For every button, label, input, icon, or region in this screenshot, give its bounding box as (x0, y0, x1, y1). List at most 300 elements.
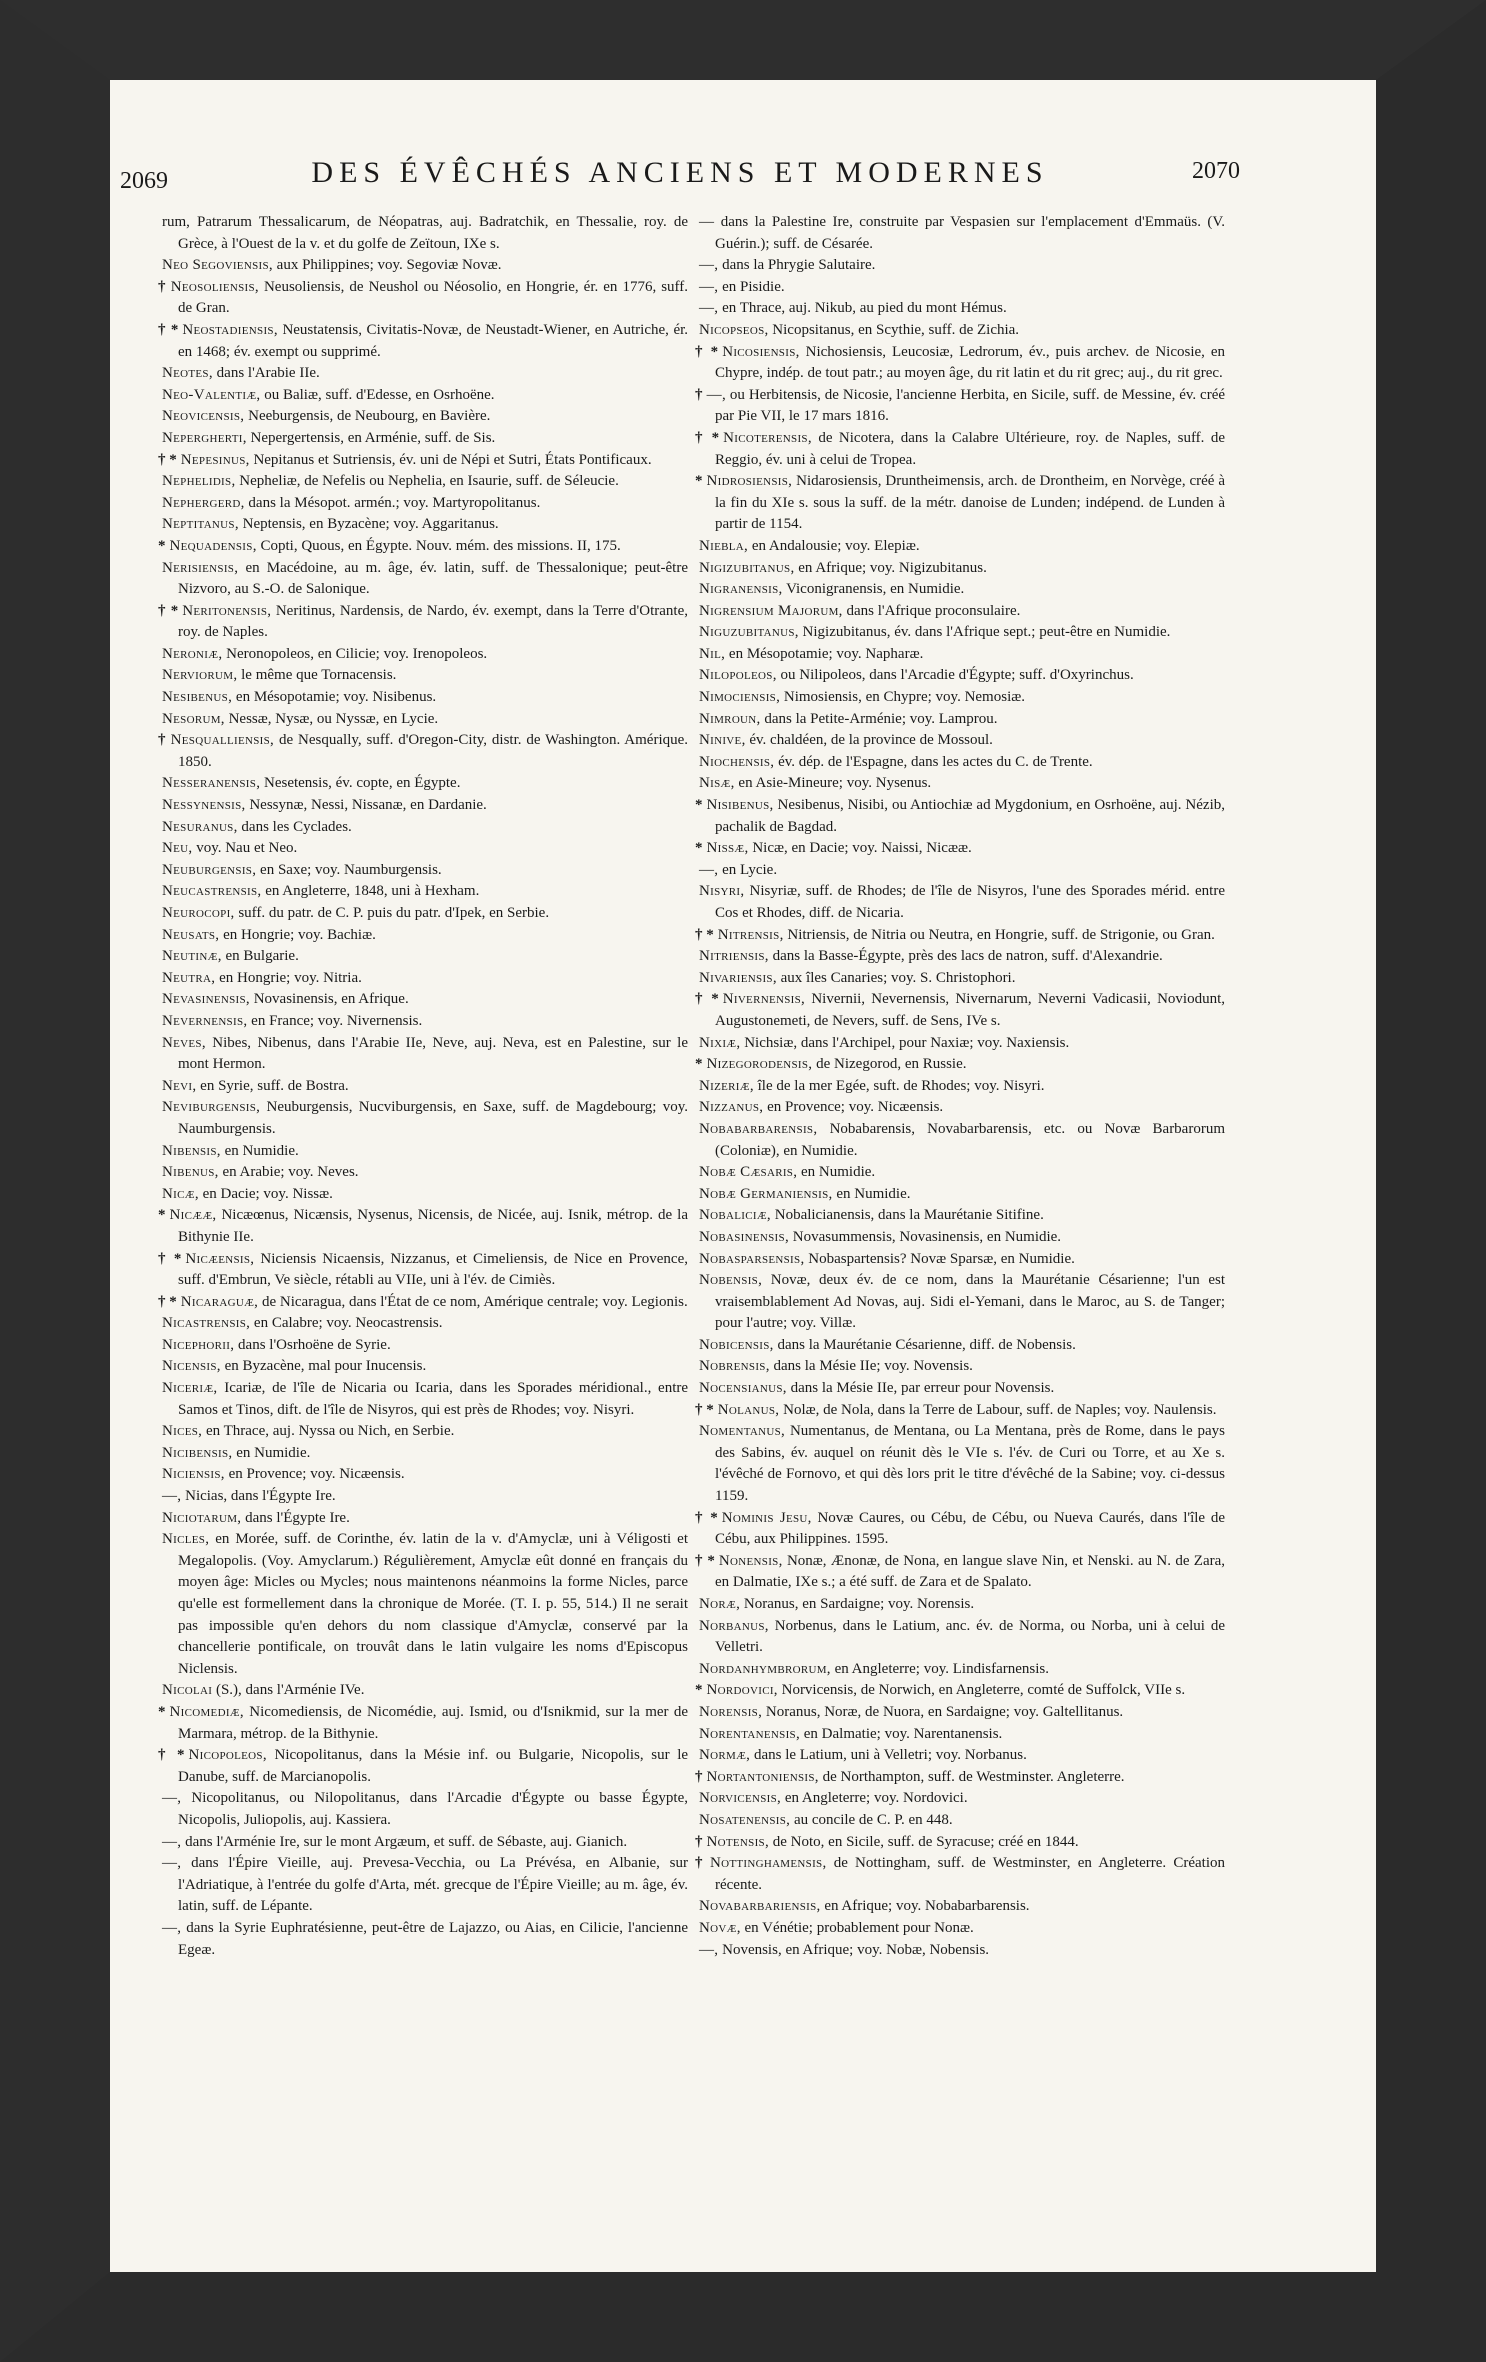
entry-text: (S.), dans l'Arménie IVe. (215, 1682, 365, 1699)
entry-mark: * (158, 537, 166, 554)
entry-mark: † (695, 1855, 706, 1872)
dictionary-entry (695, 773, 1225, 795)
dictionary-entry (158, 1313, 688, 1335)
entry-text: en Numidie. (224, 1142, 299, 1159)
entry-headword: Neosoliensis, (170, 278, 259, 295)
entry-text: Nesetensis, év. copte, en Égypte. (264, 775, 461, 792)
entry-headword: —, (706, 386, 727, 403)
entry-headword: —, (162, 1855, 182, 1872)
dictionary-entry (695, 1594, 1225, 1616)
entry-text: Copti, Quous, en Égypte. Nouv. mém. des missions. II, 175. (260, 537, 621, 554)
dictionary-entry (158, 665, 688, 687)
entry-headword: Nevi, (162, 1077, 197, 1094)
dictionary-entry (158, 450, 688, 472)
entry-headword: Nibenus, (162, 1164, 219, 1181)
dictionary-entry (158, 946, 688, 968)
entry-text: dans la Maurétanie Césarienne, diff. de Nobensis. (777, 1336, 1076, 1353)
dictionary-entry (695, 212, 1225, 255)
entry-headword: — (699, 214, 715, 230)
entry-headword: —, (162, 1488, 182, 1505)
entry-text: Niciensis Nicaensis, Nizzanus, et Cimeliensis, de Nice en Provence, suff. d'Embrun, Ve siècle, rétabli au VIIe, uni à l'év. de Cimiès. (178, 1250, 689, 1289)
entry-text: Nepitanus et Sutriensis, év. uni de Népi et Sutri, États Pontificaux. (253, 451, 652, 468)
entry-headword: Neo Segoviensis, (162, 257, 273, 274)
entry-text: en Vénétie; probablement pour Nonæ. (744, 1919, 974, 1936)
dictionary-entry (695, 622, 1225, 644)
entry-headword: Nixiæ, (699, 1034, 741, 1051)
entry-mark: † (158, 278, 167, 295)
page-header (120, 150, 1240, 194)
entry-headword: Nonensis, (718, 1552, 783, 1569)
entry-text: en Calabre; voy. Neocastrensis. (253, 1315, 443, 1332)
entry-text: Nicias, dans l'Égypte Ire. (185, 1488, 336, 1505)
entry-headword: Neovicensis, (162, 408, 245, 425)
entry-text: en Thrace, auj. Nikub, au pied du mont Hémus. (722, 300, 1007, 317)
dictionary-entry (158, 989, 688, 1011)
entry-text: Nichosiensis, Leucosiæ, Ledrorum, év., puis archev. de Nicosie, en Chypre, indép. de tout patr.; au moyen âge, du rit latin et du rit grec; auj., du rit grec. (715, 343, 1226, 382)
entry-headword: Niciensis, (162, 1466, 225, 1483)
entry-mark: † * (695, 1552, 715, 1569)
dictionary-entry (158, 277, 688, 320)
entry-text: Nessæ, Nysæ, ou Nyssæ, en Lycie. (228, 710, 439, 727)
dictionary-entry (158, 773, 688, 795)
dictionary-entry (158, 1832, 688, 1854)
entry-text: Nolæ, de Nola, dans la Terre de Labour, suff. de Naples; voy. Naulensis. (783, 1401, 1217, 1418)
entry-headword: Nices, (162, 1423, 203, 1440)
entry-text: Nichsiæ, dans l'Archipel, pour Naxiæ; voy. Naxiensis. (744, 1034, 1070, 1051)
dictionary-entry (695, 1659, 1225, 1681)
dictionary-entry (695, 752, 1225, 774)
entry-headword: Niochensis, (699, 753, 775, 770)
dictionary-entry (695, 1270, 1225, 1335)
entry-headword: Nephergerd, (162, 494, 245, 511)
dictionary-entry (695, 1832, 1225, 1854)
entry-text: en Angleterre, 1848, uni à Hexham. (265, 883, 480, 900)
entry-mark: * (158, 1703, 166, 1720)
entry-text: en France; voy. Nivernensis. (251, 1012, 423, 1029)
entry-text: Neptensis, en Byzacène; voy. Aggaritanus. (242, 516, 499, 533)
entry-text: Norbenus, dans le Latium, anc. év. de Norma, ou Norba, uni à celui de Velletri. (715, 1617, 1225, 1656)
dictionary-entry (158, 1918, 688, 1961)
entry-mark: † * (695, 926, 714, 943)
entry-headword: Notensis, (706, 1833, 770, 1850)
entry-text: Novasummensis, Novasinensis, en Numidie. (792, 1228, 1062, 1245)
entry-headword: Nil, (699, 645, 726, 662)
dictionary-entry (695, 428, 1225, 471)
entry-headword: Nicæ, (162, 1185, 199, 1202)
entry-headword: Neo-Valentiæ, (162, 386, 261, 403)
dictionary-entry (158, 1033, 688, 1076)
entry-text: Viconigranensis, en Numidie. (786, 581, 965, 598)
entry-text: Nicopolitanus, ou Nilopolitanus, dans l'Arcadie d'Égypte ou basse Égypte, Nicopolis, Juliopolis, auj. Kassiera. (178, 1790, 689, 1828)
entry-headword: Norensis, (699, 1703, 763, 1720)
entry-text: Neusoliensis, de Neushol ou Néosolio, en Hongrie, ér. en 1776, suff. de Gran. (178, 278, 689, 317)
entry-mark: † * (695, 991, 719, 1008)
entry-headword: Nimroun, (699, 710, 761, 727)
entry-headword: Nomentanus, (699, 1423, 786, 1440)
entry-mark: † * (158, 321, 179, 338)
entry-text: en Dalmatie; voy. Narentanensis. (803, 1725, 1003, 1742)
entry-headword: Nobrensis, (699, 1358, 770, 1375)
entry-headword: Nortantoniensis, (706, 1768, 819, 1785)
entry-headword: —, (162, 1790, 182, 1807)
dictionary-entry (695, 1810, 1225, 1832)
dictionary-entry (158, 320, 688, 363)
entry-text: aux îles Canaries; voy. S. Christophori. (780, 969, 1016, 986)
entry-headword: Nobasinensis, (699, 1228, 789, 1245)
dictionary-entry (695, 1227, 1225, 1249)
dictionary-entry (695, 1356, 1225, 1378)
entry-headword: Nivariensis, (699, 969, 777, 986)
entry-text: Nicopolitanus, dans la Mésie inf. ou Bulgarie, Nicopolis, sur le Danube, suff. de Marcianopolis. (178, 1747, 689, 1785)
entry-headword: Nizzanus, (699, 1099, 764, 1116)
entry-mark: * (695, 473, 703, 490)
entry-mark: * (695, 840, 703, 857)
dictionary-entry (158, 881, 688, 903)
entry-text: le même que Tornacensis. (241, 667, 397, 684)
dictionary-entry (158, 1745, 688, 1788)
entry-headword: Nizegorodensis, (706, 1056, 813, 1073)
entry-headword: Nobasparsensis, (699, 1250, 805, 1267)
dictionary-entry (695, 601, 1225, 623)
dictionary-entry (695, 1680, 1225, 1702)
entry-headword: Nizeriæ, (699, 1077, 754, 1094)
entry-text: Nepergertensis, en Arménie, suff. de Sis. (250, 429, 496, 446)
dictionary-entry (695, 881, 1225, 924)
entry-headword: Nisyri, (699, 883, 745, 900)
dictionary-entry (158, 730, 688, 773)
entry-mark: † (695, 1768, 703, 1785)
dictionary-entry (695, 1119, 1225, 1162)
entry-text: aux Philippines; voy. Segoviæ Novæ. (276, 257, 502, 274)
entry-text: en Mésopotamie; voy. Nisibenus. (235, 689, 437, 706)
entry-text: Noranus, Noræ, de Nuora, en Sardaigne; voy. Galtellitanus. (765, 1703, 1124, 1720)
dictionary-entry (158, 1335, 688, 1357)
dictionary-entry (158, 558, 688, 601)
dictionary-entry (695, 925, 1225, 947)
dictionary-entry (158, 1249, 688, 1292)
entry-text: Nicæœnus, Nicænsis, Nysenus, Nicensis, de Nicée, auj. Isnik, métrop. de la Bithynie IIe. (178, 1207, 688, 1245)
entry-headword: Nesibenus, (162, 689, 233, 706)
dictionary-entry (158, 1184, 688, 1206)
dictionary-entry (695, 1745, 1225, 1767)
entry-text: Neustatensis, Civitatis-Novæ, de Neustadt-Wiener, en Autriche, ér. en 1468; év. exempt ou supprimé. (178, 321, 689, 360)
entry-text: dans le Latium, uni à Velletri; voy. Norbanus. (753, 1747, 1027, 1764)
dictionary-entry (158, 1378, 688, 1421)
entry-headword: Nobicensis, (699, 1336, 774, 1353)
entry-text: de Nesqually, suff. d'Oregon-City, distr. de Washington. Amérique. 1850. (178, 732, 689, 770)
entry-headword: Neu, (162, 840, 193, 857)
entry-headword: Nicastrensis, (162, 1315, 251, 1332)
entry-text: suff. du patr. de C. P. puis du patr. d'Ipek, en Serbie. (238, 905, 550, 921)
entry-headword: Nissæ, (706, 840, 749, 857)
entry-text: Novasinensis, en Afrique. (253, 991, 409, 1008)
right-column (695, 212, 1225, 1961)
entry-text: de Nottingham, suff. de Westminster, en Angleterre. Création récente. (715, 1855, 1225, 1893)
dictionary-entry (158, 1508, 688, 1530)
entry-headword: Neptitanus, (162, 516, 239, 533)
entry-text: voy. Nau et Neo. (196, 840, 298, 857)
entry-headword: Ninive, (699, 732, 746, 749)
dictionary-entry (158, 968, 688, 990)
entry-text: Neronopoleos, en Cilicie; voy. Irenopoleos. (226, 645, 488, 662)
entry-mark: * (695, 1056, 703, 1073)
entry-headword: Nobaliciæ, (699, 1207, 771, 1224)
entry-headword: Nesseranensis, (162, 775, 261, 792)
entry-headword: Nicephorii, (162, 1336, 235, 1353)
entry-headword: Noræ, (699, 1596, 741, 1612)
entry-headword: Nigizubitanus, (699, 559, 795, 576)
entry-headword: Nobæ Cæsaris, (699, 1164, 798, 1181)
entry-text: en Bulgarie. (225, 948, 299, 965)
entry-headword: Nepergherti, (162, 429, 247, 446)
entry-headword: Nessynensis, (162, 797, 246, 814)
dictionary-entry (695, 579, 1225, 601)
entry-headword: Nisibenus, (706, 797, 774, 814)
entry-headword: Nisæ, (699, 775, 735, 792)
entry-text: en Pisidie. (722, 278, 785, 295)
entry-text: Neuburgensis, Nucviburgensis, en Saxe, suff. de Magdebourg; voy. Naumburgensis. (178, 1099, 689, 1137)
entry-text: de Nicaragua, dans l'État de ce nom, Amérique centrale; voy. Legionis. (261, 1293, 688, 1310)
dictionary-entry (158, 406, 688, 428)
entry-headword: Nevasinensis, (162, 991, 250, 1008)
dictionary-entry (695, 1249, 1225, 1271)
entry-headword: Novæ, (699, 1919, 741, 1936)
entry-text: en Provence; voy. Nicæensis. (767, 1099, 944, 1116)
entry-headword: Norvicensis, (699, 1790, 782, 1807)
entry-text: dans l'Arménie Ire, sur le mont Argæum, et suff. de Sébaste, auj. Gianich. (185, 1833, 628, 1850)
dictionary-entry (695, 665, 1225, 687)
entry-text: ou Baliæ, suff. d'Edesse, en Osrhoëne. (264, 386, 495, 403)
entry-text: Nivernii, Nevernensis, Nivernarum, Neverni Vadicasii, Noviodunt, Augustonemeti, de Nevers, suff. de Sens, IVe s. (715, 991, 1226, 1029)
entry-headword: Niciotarum, (162, 1509, 242, 1526)
entry-headword: Nicopseos, (699, 321, 769, 338)
entry-text: Nimosiensis, en Chypre; voy. Nemosiæ. (783, 689, 1025, 706)
entry-text: en Mésopotamie; voy. Napharæ. (728, 645, 924, 662)
entry-text: dans l'Osrhoëne de Syrie. (238, 1336, 391, 1353)
entry-headword: Nequadensis, (169, 537, 257, 554)
entry-text: Norvicensis, de Norwich, en Angleterre, comté de Suffolck, VIIe s. (781, 1682, 1186, 1699)
entry-text: Numentanus, de Mentana, ou La Mentana, près de Rome, dans le pays des Sabins, év. auquel on réunit dès le VIe s. l'év. de Curi ou Torre, et au Xe s. l'évêché de Fornovo, et qui dès lors prit le titre d'évêché de la Sabine; voy. ci-dessus 1159. (715, 1423, 1225, 1505)
dictionary-entry (158, 493, 688, 515)
dictionary-entry (695, 255, 1225, 277)
entry-headword: —, (699, 1941, 719, 1958)
dictionary-entry (158, 1076, 688, 1098)
dictionary-entry (158, 1702, 688, 1745)
dictionary-entry (695, 277, 1225, 299)
dictionary-entry (695, 795, 1225, 838)
entry-text: en Numidie. (801, 1164, 876, 1181)
dictionary-entry (158, 471, 688, 493)
entry-text: év. chaldéen, de la province de Mossoul. (749, 732, 993, 749)
entry-text: ou Herbitensis, de Nicosie, l'ancienne Herbita, en Sicile, suff. de Messine, év. créé par Pie VII, le 17 mars 1816. (715, 386, 1226, 425)
dictionary-entry (158, 255, 688, 277)
entry-text: Icariæ, de l'île de Nicaria ou Icaria, dans les Sporades méridional., entre Samos et Tinos, dift. de l'île de Nisyros, qui est près de Rhodes; voy. Nisyri. (178, 1380, 689, 1418)
entry-headword: Neotes, (162, 365, 213, 382)
dictionary-entry (695, 860, 1225, 882)
entry-mark: † * (695, 1509, 718, 1526)
dictionary-entry (158, 1097, 688, 1140)
entry-headword: Nosatenensis, (699, 1811, 791, 1828)
dictionary-entry (695, 687, 1225, 709)
entry-text: rum, Patrarum Thessalicarum, de Néopatras, auj. Badratchik, en Thessalie, roy. de Grèce, à l'Ouest de la v. et du golfe de Zeïtoun, IXe s. (162, 214, 688, 252)
entry-headword: Nicoterensis, (723, 429, 812, 446)
entry-text: Nobalicianensis, dans la Maurétanie Sitifine. (774, 1207, 1044, 1224)
dictionary-entry (695, 1616, 1225, 1659)
dictionary-entry (158, 1421, 688, 1443)
dictionary-entry (695, 1551, 1225, 1594)
entry-text: ou Nilipoleos, dans l'Arcadie d'Égypte; suff. d'Oxyrinchus. (780, 667, 1134, 684)
entry-text: en Thrace, auj. Nyssa ou Nich, en Serbie. (205, 1423, 455, 1440)
dictionary-entry (695, 1508, 1225, 1551)
dictionary-entry (695, 709, 1225, 731)
dictionary-entry (695, 385, 1225, 428)
entry-mark: † (695, 386, 703, 403)
dictionary-entry (695, 1205, 1225, 1227)
dictionary-entry (158, 709, 688, 731)
entry-headword: Nicles, (162, 1531, 210, 1548)
entry-headword: Nitrensis, (717, 926, 784, 943)
entry-mark: * (158, 1207, 166, 1224)
dictionary-entry (695, 1896, 1225, 1918)
entry-text: Nitriensis, de Nitria ou Neutra, en Hongrie, suff. de Strigonie, ou Gran. (787, 926, 1215, 943)
entry-headword: Nimociensis, (699, 689, 781, 706)
entry-headword: Nobensis, (699, 1272, 763, 1289)
entry-headword: Nepesinus, (180, 451, 250, 468)
dictionary-entry (695, 1400, 1225, 1422)
dictionary-entry (158, 212, 688, 255)
dictionary-entry (695, 1702, 1225, 1724)
entry-text: dans la Mésie IIe; voy. Novensis. (773, 1358, 973, 1375)
entry-text: dans la Palestine Ire, construite par Vespasien sur l'emplacement d'Emmaüs. (V. Guérin.); suff. de Césarée. (715, 214, 1225, 252)
entry-headword: Neutinæ, (162, 948, 222, 965)
entry-mark: † (695, 1833, 703, 1850)
entry-text: Nicæ, en Dacie; voy. Naissi, Nicææ. (752, 840, 972, 857)
entry-text: dans l'Égypte Ire. (245, 1509, 350, 1526)
entry-text: dans l'Épire Vieille, auj. Prevesa-Vecchia, ou La Prévésa, en Albanie, sur l'Adriatique, à l'entrée du golfe d'Arta, mét. grecque de l'Épire Vieille; au m. âge, év. latin, suff. de Lépante. (178, 1855, 689, 1915)
entry-text: en Hongrie; voy. Nitria. (219, 969, 362, 986)
entry-headword: Norentanensis, (699, 1725, 801, 1742)
entry-text: en Afrique; voy. Nigizubitanus. (798, 559, 987, 576)
dictionary-entry (695, 1853, 1225, 1896)
dictionary-entry (695, 946, 1225, 968)
dictionary-entry (158, 1680, 688, 1702)
entry-text: en Dacie; voy. Nissæ. (202, 1185, 333, 1202)
entry-headword: Neviburgensis, (162, 1099, 261, 1116)
dictionary-entry (695, 1184, 1225, 1206)
entry-headword: Neritonensis, (182, 602, 272, 619)
entry-text: en Asie-Mineure; voy. Nysenus. (738, 775, 932, 792)
entry-text: Neeburgensis, de Neubourg, en Bavière. (248, 408, 491, 425)
dictionary-entry (158, 1356, 688, 1378)
dictionary-entry (695, 1788, 1225, 1810)
dictionary-entry (158, 1205, 688, 1248)
entry-text: en Numidie. (836, 1185, 911, 1202)
dictionary-entry (695, 320, 1225, 342)
entry-headword: Nominis Jesu, (721, 1509, 812, 1526)
entry-headword: Nicomediæ, (169, 1703, 244, 1720)
entry-headword: Nicæensis, (185, 1250, 255, 1267)
entry-mark: † * (158, 602, 179, 619)
entry-text: Nobabarensis, Novabarbarensis, etc. ou Novæ Barbarorum (Coloniæ), en Numidie. (715, 1120, 1226, 1159)
page-number-left: 2069 (120, 168, 168, 194)
dictionary-entry (695, 471, 1225, 536)
entry-headword: Neostadiensis, (182, 321, 278, 338)
entry-text: au concile de C. P. en 448. (793, 1811, 953, 1828)
entry-text: en Saxe; voy. Naumburgensis. (260, 861, 442, 878)
entry-headword: Nicosiensis, (722, 343, 800, 360)
entry-mark: * (695, 1682, 703, 1699)
dictionary-entry (158, 838, 688, 860)
dictionary-entry (695, 1033, 1225, 1055)
entry-headword: Nidrosiensis, (706, 473, 793, 490)
entry-headword: Nevernensis, (162, 1012, 248, 1029)
entry-text: de Nizegorod, en Russie. (816, 1056, 967, 1073)
dictionary-entry (695, 1054, 1225, 1076)
dictionary-entry (158, 1162, 688, 1184)
entry-headword: Neusats, (162, 926, 220, 943)
entry-headword: Norbanus, (699, 1617, 769, 1634)
dictionary-entry (158, 514, 688, 536)
dictionary-entry (158, 1011, 688, 1033)
dictionary-entry (695, 536, 1225, 558)
entry-text: Nidarosiensis, Druntheimensis, arch. de Drontheim, en Norvège, créé à la fin du XIe s. sous la suff. de la métr. danoise de Lunden; indépend. de Lunden à partir de 1154. (715, 473, 1225, 533)
dictionary-entry (695, 1918, 1225, 1940)
dictionary-entry (695, 730, 1225, 752)
entry-headword: Nobæ Germaniensis, (699, 1185, 833, 1202)
entry-headword: Nottinghamensis, (709, 1855, 827, 1872)
entry-text: Novæ Caures, ou Cébu, de Cébu, ou Nueva Caurés, dans l'île de Cébu, aux Philippines. 1595. (715, 1509, 1225, 1548)
dictionary-entry (695, 1767, 1225, 1789)
entry-text: dans la Mésie IIe, par erreur pour Novensis. (790, 1380, 1055, 1397)
dictionary-entry (158, 925, 688, 947)
entry-headword: —, (699, 257, 719, 274)
entry-headword: Neves, (162, 1034, 206, 1051)
dictionary-entry (158, 1443, 688, 1465)
entry-headword: Niebla, (699, 537, 749, 554)
entry-text: de Noto, en Sicile, suff. de Syracuse; créé en 1844. (772, 1833, 1079, 1850)
entry-headword: Nesorum, (162, 710, 225, 727)
entry-text: dans l'Arabie IIe. (216, 365, 320, 382)
entry-text: en Numidie. (236, 1444, 311, 1461)
entry-mark: † * (158, 1250, 182, 1267)
entry-text: Nepheliæ, de Nefelis ou Nephelia, en Isaurie, suff. de Séleucie. (239, 473, 619, 490)
entry-headword: Neurocopi, (162, 905, 235, 921)
entry-headword: Nilopoleos, (699, 667, 777, 684)
page-number-right: 2070 (1192, 158, 1240, 184)
entry-headword: Nordanhymbrorum, (699, 1660, 831, 1677)
entry-text: év. dép. de l'Espagne, dans les actes du C. de Trente. (778, 753, 1093, 770)
entry-headword: Nobabarbarensis, (699, 1120, 818, 1137)
entry-headword: —, (162, 1833, 182, 1850)
dictionary-entry (158, 363, 688, 385)
entry-text: île de la mer Egée, suft. de Rhodes; voy. Nisyri. (757, 1077, 1045, 1094)
entry-text: de Nicotera, dans la Calabre Ultérieure, roy. de Naples, suff. de Reggio, év. uni à celui de Tropea. (715, 429, 1226, 468)
dictionary-entry (695, 838, 1225, 860)
entry-headword: Niceriæ, (162, 1380, 218, 1397)
dictionary-entry (158, 428, 688, 450)
entry-headword: Nerviorum, (162, 667, 238, 684)
left-column (158, 212, 688, 1961)
dictionary-entry (158, 1464, 688, 1486)
dictionary-entry (158, 644, 688, 666)
entry-headword: Novabarbariensis, (699, 1898, 821, 1915)
entry-headword: Nerisiensis, (162, 559, 239, 576)
entry-headword: Nicopoleos, (188, 1747, 267, 1764)
entry-mark: † * (695, 1401, 714, 1418)
entry-text: de Northampton, suff. de Westminster. Angleterre. (822, 1768, 1125, 1785)
dictionary-entry (695, 1378, 1225, 1400)
dictionary-entry (695, 1076, 1225, 1098)
